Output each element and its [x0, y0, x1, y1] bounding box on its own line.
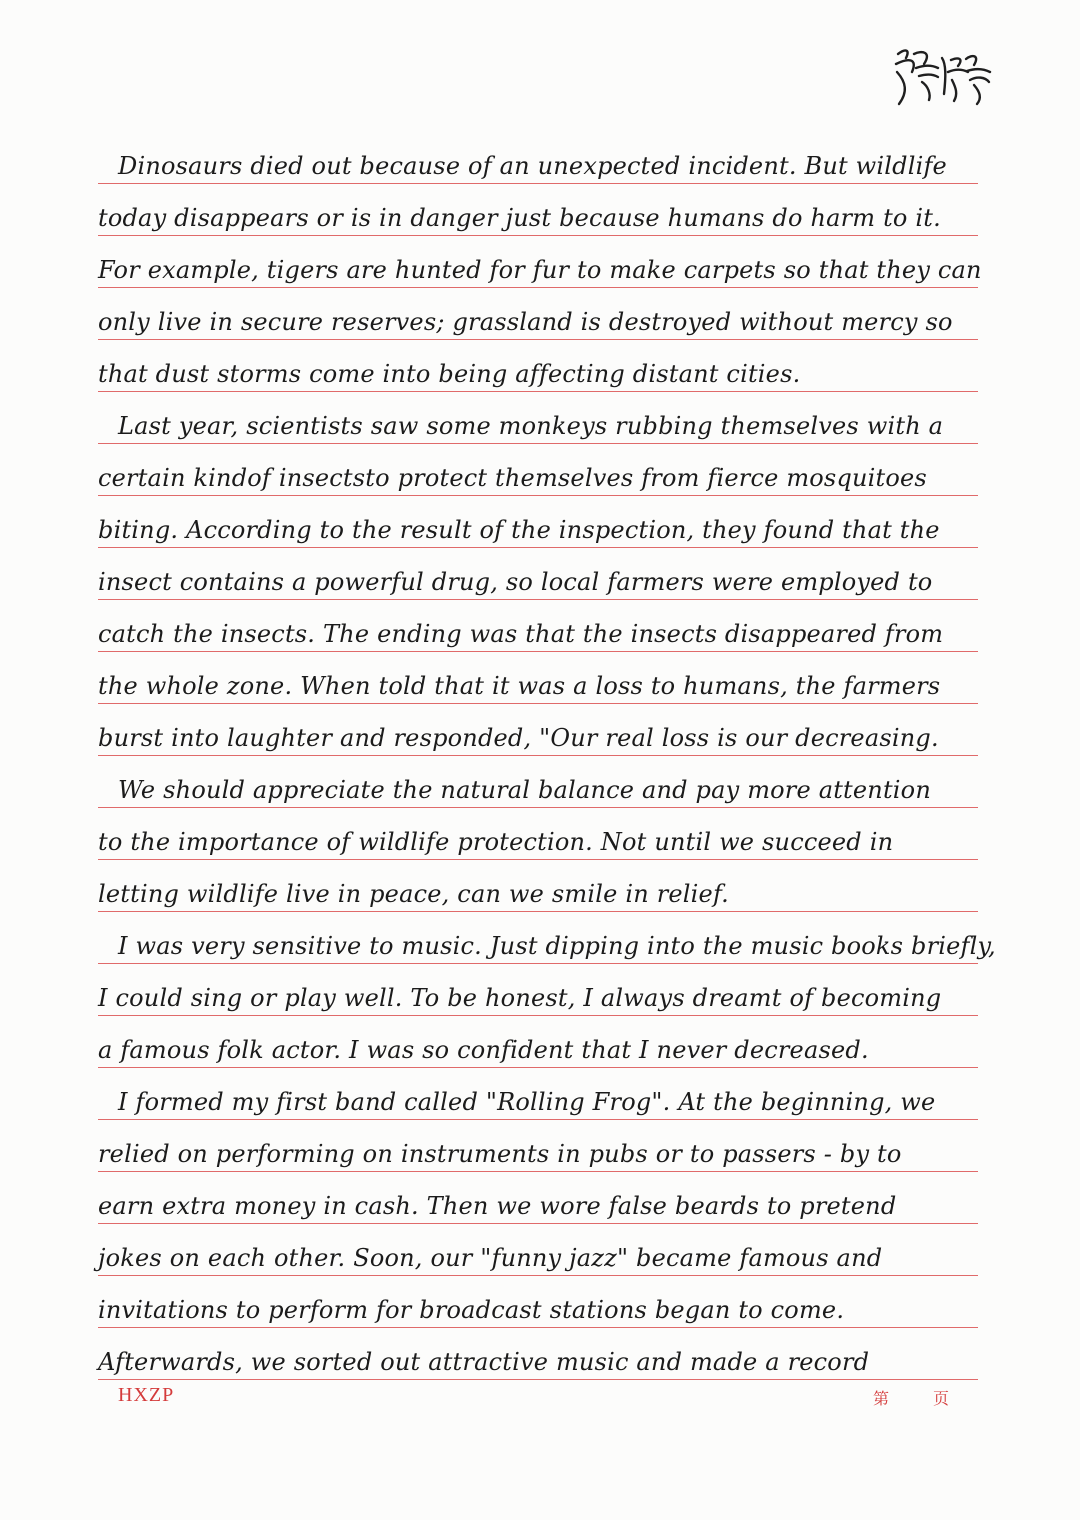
ruled-line [98, 496, 978, 548]
handwritten-line-text: invitations to perform for broadcast stations began to come. [98, 1296, 845, 1324]
handwritten-line-text: today disappears or is in danger just because humans do harm to it. [98, 204, 941, 232]
ruled-line [98, 1224, 978, 1276]
handwritten-line-text: Last year, scientists saw some monkeys rubbing themselves with a [118, 412, 944, 440]
ruled-line [98, 808, 978, 860]
page-suffix: 页 [933, 1389, 950, 1408]
handwritten-line-text: burst into laughter and responded, "Our real loss is our decreasing. [98, 724, 939, 752]
handwritten-line-text: a famous folk actor. I was so confident that I never decreased. [98, 1036, 869, 1064]
handwritten-line-text: to the importance of wildlife protection. Not until we succeed in [98, 828, 894, 856]
handwritten-line-text: I was very sensitive to music. Just dipping into the music books briefly, [118, 932, 996, 960]
ruled-line [98, 912, 996, 964]
handwritten-line-text: insect contains a powerful drug, so local farmers were employed to [98, 568, 933, 596]
handwritten-line-text: letting wildlife live in peace, can we smile in relief. [98, 880, 730, 908]
handwritten-line-text: earn extra money in cash. Then we wore false beards to pretend [98, 1192, 897, 1220]
handwritten-line-text: I could sing or play well. To be honest, I always dreamt of becoming [98, 984, 942, 1012]
ruled-line [98, 340, 978, 392]
handwritten-signature-icon [888, 34, 998, 114]
ruled-line [98, 1120, 978, 1172]
ruled-line [98, 652, 978, 704]
ruled-line [98, 392, 978, 444]
ruled-line [98, 1016, 978, 1068]
handwritten-line-text: jokes on each other. Soon, our "funny jazz" became famous and [98, 1244, 883, 1272]
handwritten-line-text: catch the insects. The ending was that the insects disappeared from [98, 620, 944, 648]
ruled-line [98, 288, 978, 340]
handwritten-line-text: We should appreciate the natural balance and pay more attention [118, 776, 931, 804]
handwritten-line-text: For example, tigers are hunted for fur to make carpets so that they can [98, 256, 982, 284]
ruled-line [98, 860, 978, 912]
footer-brand: HXZP [118, 1384, 175, 1406]
ruled-line [98, 1068, 978, 1120]
ruled-line [98, 548, 978, 600]
handwritten-line-text: certain kindof insectsto protect themselves from fierce mosquitoes [98, 464, 927, 492]
handwritten-line-text: Afterwards, we sorted out attractive music and made a record [98, 1348, 870, 1376]
ruled-line [98, 964, 978, 1016]
ruled-line [98, 1172, 978, 1224]
page-prefix: 第 [873, 1389, 890, 1408]
ruled-line [98, 756, 978, 808]
page-number-label [873, 1386, 949, 1409]
ruled-line [98, 600, 978, 652]
handwritten-line-text: relied on performing on instruments in pubs or to passers - by to [98, 1140, 902, 1168]
handwritten-line-text: biting. According to the result of the inspection, they found that the [98, 516, 940, 544]
ruled-line [98, 1276, 978, 1328]
ruled-line [98, 1328, 978, 1380]
ruled-line [98, 132, 978, 184]
handwritten-line-text: only live in secure reserves; grassland is destroyed without mercy so [98, 308, 953, 336]
handwritten-line-text: that dust storms come into being affecting distant cities. [98, 360, 801, 388]
ruled-line [98, 704, 978, 756]
ruled-line [98, 184, 978, 236]
ruled-line [98, 236, 982, 288]
handwritten-line-text: the whole zone. When told that it was a loss to humans, the farmers [98, 672, 941, 700]
handwritten-line-text: Dinosaurs died out because of an unexpected incident. But wildlife [118, 152, 947, 180]
handwritten-lines [98, 132, 996, 1380]
handwritten-line-text: I formed my first band called "Rolling Frog". At the beginning, we [118, 1088, 936, 1116]
ruled-line [98, 444, 978, 496]
signature [888, 34, 998, 114]
